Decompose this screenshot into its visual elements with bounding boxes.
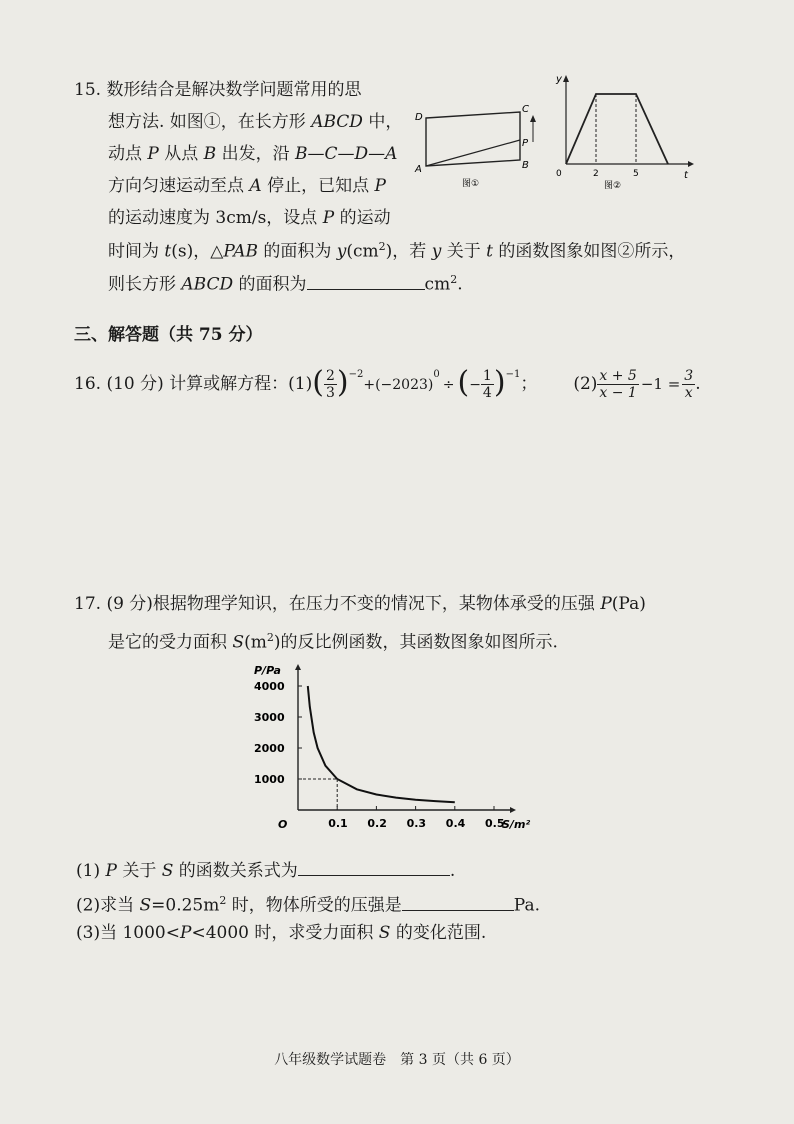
fraction-2-3: $\frac{2}{3}$ <box>325 368 335 401</box>
x-tick-label: 0.4 <box>445 817 466 830</box>
q15-line-7: 则长方形 ABCD 的面积为 $cm^2$. <box>108 268 463 297</box>
q15-line-3: 动点 P 从点 B 出发，沿 B—C—D—A <box>108 144 398 164</box>
fraction-1-4: $\frac{1}{4}$ <box>482 368 492 401</box>
x-axis-arrow <box>510 807 516 813</box>
origin-label: O <box>278 818 288 831</box>
q17-sub-3: (3)当 1000<P<4000 时，求受力面积 S 的变化范围. <box>76 923 487 943</box>
label-y: y <box>556 74 562 85</box>
tick-2: 2 <box>593 169 599 179</box>
label-origin: 0 <box>556 169 562 179</box>
y-tick-label: 4000 <box>254 680 285 693</box>
label-d: D <box>415 112 423 123</box>
label-t: t <box>684 170 688 181</box>
y-tick-label: 1000 <box>254 773 285 786</box>
q17-answer-blank-1[interactable] <box>298 857 450 876</box>
q15-line-1: 15. 数形结合是解决数学问题常用的思 <box>74 80 362 100</box>
q17-sub-2: (2)求当 $S=0.25m^2$ 时，物体所受的压强是 Pa. <box>76 889 540 918</box>
q15-line-5: 的运动速度为 3cm/s，设点 P 的运动 <box>108 208 391 228</box>
q15-answer-blank[interactable] <box>307 271 425 290</box>
label-b: B <box>522 160 529 171</box>
figure-1-rectangle <box>412 98 544 190</box>
y-tick-label: 2000 <box>254 742 285 755</box>
fraction-x5-x1: $\frac{x + 5}{x - 1}$ <box>599 368 637 401</box>
q15-line-4: 方向匀速运动至点 A 停止，已知点 P <box>108 176 386 196</box>
graph-trapezoid <box>566 94 668 164</box>
y-tick-label: 3000 <box>254 711 285 724</box>
t-axis-arrow <box>688 161 694 167</box>
x-tick-label: 0.3 <box>406 817 427 830</box>
q17-line-2: 是它的受力面积 $S(m^2)$的反比例函数，其函数图象如图所示. <box>108 631 558 653</box>
q17-sub-1: (1) P 关于 S 的函数关系式为 . <box>76 857 455 883</box>
q17-line-1: 17. (9 分)根据物理学知识，在压力不变的情况下，某物体承受的压强 P(Pa) <box>74 594 646 614</box>
q17-answer-blank-2[interactable] <box>402 892 514 911</box>
y-axis-arrow <box>563 75 569 82</box>
tick-5: 5 <box>633 169 639 179</box>
arrow-head <box>530 115 536 122</box>
y-axis-label: P/Pa <box>254 664 281 677</box>
rectangle-abcd <box>426 112 520 166</box>
inverse-curve <box>308 686 455 802</box>
label-p: P <box>522 138 529 149</box>
label-a: A <box>415 164 422 175</box>
label-c: C <box>522 104 529 115</box>
x-tick-label: 0.1 <box>328 817 348 830</box>
fraction-3-x: $\frac{3}{x}$ <box>684 368 694 401</box>
figure-2-graph <box>548 72 696 192</box>
x-tick-label: 0.2 <box>367 817 387 830</box>
y-axis-arrow <box>295 664 301 670</box>
q15-line-2: 想方法. 如图①，在长方形 ABCD 中， <box>108 112 403 132</box>
caption-fig1: 图① <box>462 179 480 189</box>
page-footer: 八年级数学试题卷 第 3 页（共 6 页） <box>274 1052 520 1068</box>
caption-fig2: 图② <box>604 181 622 191</box>
section-heading: 三、解答题（共 75 分） <box>74 325 263 345</box>
x-axis-label: S/m² <box>502 818 531 831</box>
q15-line-6: 时间为 t(s)，△PAB 的面积为 $y(cm^2)$，若 y 关于 t 的函数图象如图②所示， <box>108 240 686 262</box>
x-tick-label: 0.5 <box>485 817 505 830</box>
inverse-proportion-chart <box>248 658 548 846</box>
segment-ap <box>426 140 520 166</box>
q16-line: 16. (10 分) 计算或解方程：(1)( $\frac{2}{3}$ )$^{-2}+(-2023)^0\div$ (− $\frac{1}{4}$ )$^{-1}$； (2) $\frac{x + 5}{x - 1}$ −1 = $\frac{3}{x}$ . <box>74 364 701 401</box>
